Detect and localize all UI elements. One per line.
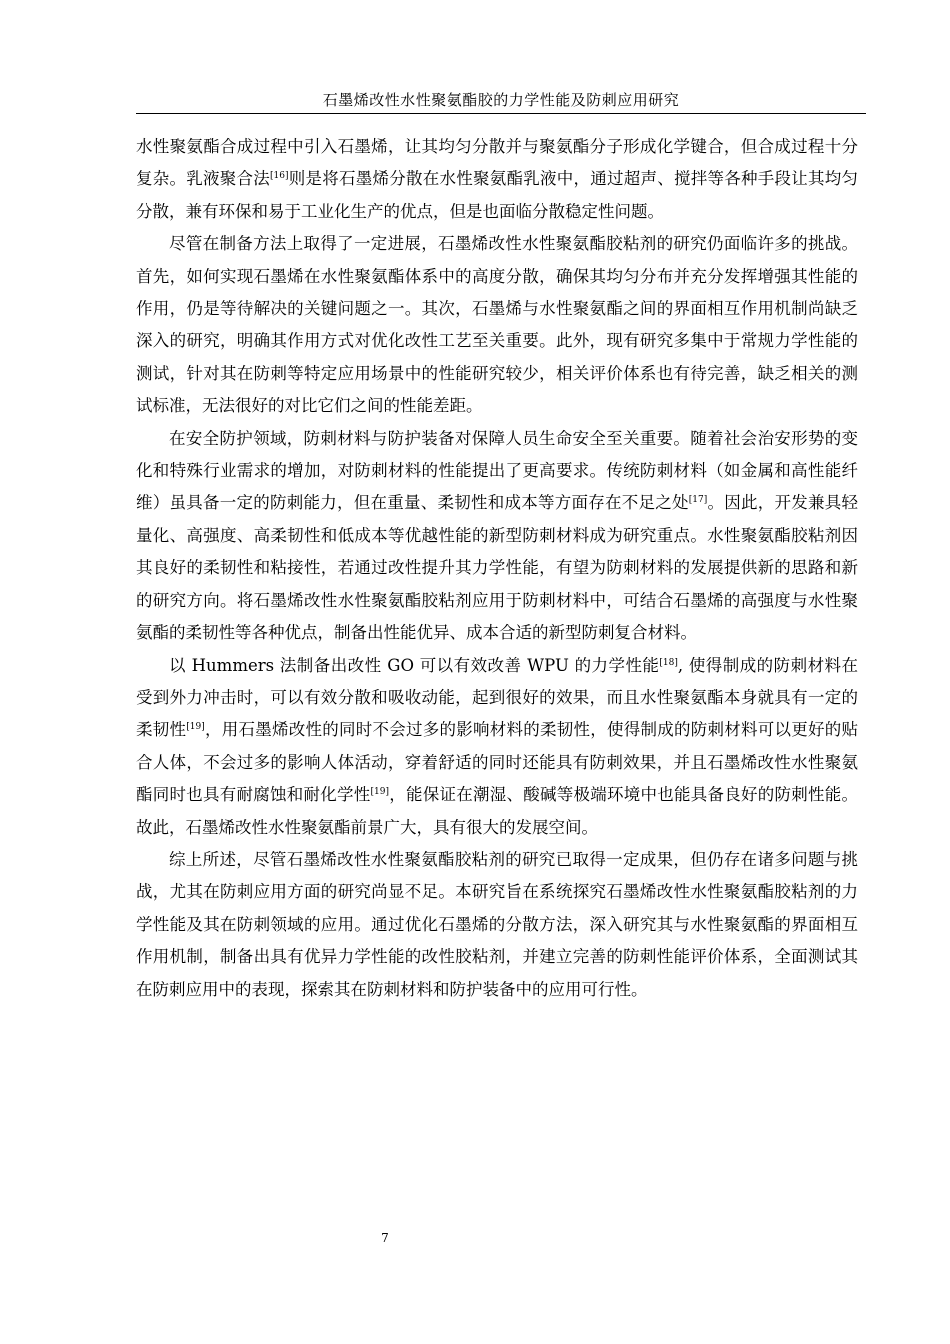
citation-19: [19] [186, 722, 205, 733]
paragraph-4 [136, 650, 858, 844]
paragraph-2-text: 尽管在制备方法上取得了一定进展，石墨烯改性水性聚氨酯胶粘剂的研究仍面临许多的挑战。首先，如何实现石墨烯在水性聚氨酯体系中的高度分散，确保其均匀分布并充分发挥增强其性能的作用，仍是等待解决的关键问题之一。其次，石墨烯与水性聚氨酯之间的界面相互作用机制尚缺乏深入的研究，明确其作用方式对优化改性工艺至关重要。此外，现有研究多集中于常规力学性能的测试，针对其在防刺等特定应用场景中的性能研究较少，相关评价体系也有待完善，缺乏相关的测试标准，无法很好的对比它们之间的性能差距。 [136, 234, 858, 416]
paragraph-4-text-c: ，用石墨烯改性的同时不会过多的影响材料的柔韧性，使得制成的防刺材料可以更好的贴合人体，不会过多的影响人体活动，穿着舒适的同时还能具有防刺效果，并且石墨烯改性水性聚氨酯同时也具有耐腐蚀和耐化学性 [136, 720, 859, 805]
paragraph-5-text: 综上所述，尽管石墨烯改性水性聚氨酯胶粘剂的研究已取得一定成果，但仍存在诸多问题与挑战，尤其在防刺应用方面的研究尚显不足。本研究旨在系统探究石墨烯改性水性聚氨酯胶粘剂的力学性能及其在防刺领域的应用。通过优化石墨烯的分散方法，深入研究其与水性聚氨酯的界面相互作用机制，制备出具有优异力学性能的改性胶粘剂，并建立完善的防刺性能评价体系，全面测试其在防刺应用中的表现，探索其在防刺材料和防护装备中的应用可行性。 [136, 849, 858, 999]
citation-18: [18] [659, 657, 678, 668]
citation-16: [16] [270, 171, 289, 182]
citation-19-second: [19] [370, 787, 389, 798]
paragraph-2 [136, 228, 858, 422]
body-text [136, 131, 858, 1006]
paragraph-4-text-d: ，能保证在潮湿、酸碱等极端环境中也能具备良好的防刺性能。故此，石墨烯改性水性聚氨酯前景广大，具有很大的发展空间。 [136, 785, 859, 837]
paragraph-5 [136, 844, 858, 1006]
citation-17: [17] [688, 495, 708, 506]
paragraph-1-text-a: 水性聚氨酯合成过程中引入石墨烯，让其均匀分散并与聚氨酯分子形成化学键合，但合成过程十分复杂。乳液聚合法 [136, 137, 858, 189]
running-header: 石墨烯改性水性聚氨酯胶的力学性能及防刺应用研究 [322, 91, 680, 109]
paragraph-1 [136, 131, 858, 228]
paragraph-3-text-b: 。因此，开发兼具轻量化、高强度、高柔韧性和低成本等优越性能的新型防刺材料成为研究重点。水性聚氨酯胶粘剂因其良好的柔韧性和粘接性，若通过改性提升其力学性能，有望为防刺材料的发展提供新的思路和新的研究方向。将石墨烯改性水性聚氨酯胶粘剂应用于防刺材料中，可结合石墨烯的高强度与水性聚氨酯的柔韧性等各种优点，制备出性能优异、成本合适的新型防刺复合材料。 [136, 493, 859, 643]
paragraph-1-text-b: 则是将石墨烯分散在水性聚氨酯乳液中，通过超声、搅拌等各种手段让其均匀分散，兼有环保和易于工业化生产的优点，但是也面临分散稳定性问题。 [136, 169, 859, 221]
header-rule [136, 113, 866, 114]
paragraph-4-text-a: 以 Hummers 法制备出改性 GO 可以有效改善 WPU 的力学性能 [169, 655, 660, 675]
paragraph-3 [136, 423, 858, 650]
paragraph-4-text-b: , 使得制成的防刺材料在受到外力冲击时，可以有效分散和吸收动能，起到很好的效果，而且水性聚氨酯本身就具有一定的柔韧性 [136, 655, 858, 740]
page-number: 7 [381, 1231, 389, 1245]
paragraph-3-text-a: 在安全防护领域，防刺材料与防护装备对保障人员生命安全至关重要。随着社会治安形势的变化和特殊行业需求的增加，对防刺材料的性能提出了更高要求。传统防刺材料（如金属和高性能纤维）虽具备一定的防刺能力，但在重量、柔韧性和成本等方面存在不足之处 [136, 428, 858, 513]
